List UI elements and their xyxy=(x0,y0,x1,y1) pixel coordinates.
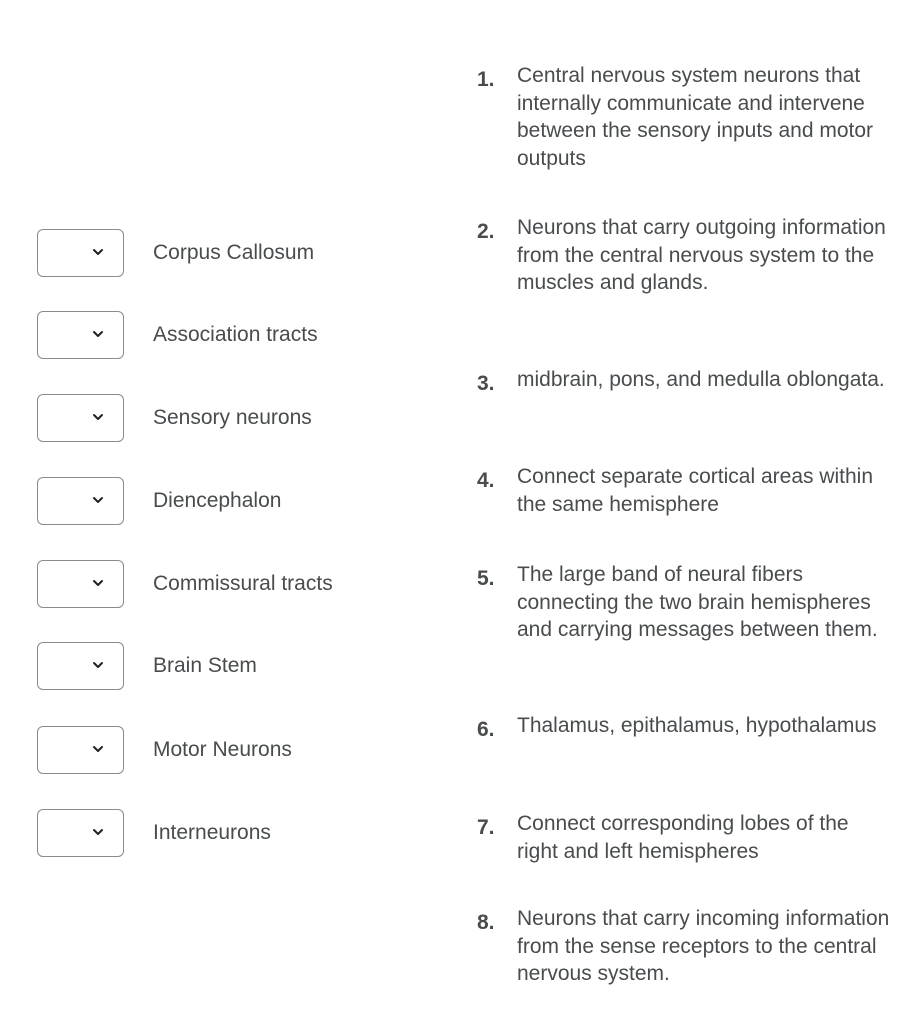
chevron-down-icon xyxy=(92,411,104,423)
definition-number: 2. xyxy=(477,220,495,243)
chevron-down-icon xyxy=(92,246,104,258)
term-label: Sensory neurons xyxy=(153,406,312,429)
term-label: Commissural tracts xyxy=(153,572,333,595)
term-label: Corpus Callosum xyxy=(153,241,315,264)
term-label: Brain Stem xyxy=(153,654,257,677)
term-row-commissural-tracts xyxy=(37,559,333,609)
definition-text: Central nervous system neurons that internally communicate and intervene between the sensory inputs and motor outputs xyxy=(517,64,874,170)
definition-text: The large band of neural fibers connecting the two brain hemispheres and carrying messages between them. xyxy=(517,563,878,641)
term-row-motor-neurons xyxy=(37,725,292,775)
definition-item-3 xyxy=(477,366,897,397)
match-select-4[interactable] xyxy=(37,477,124,525)
definition-text: Neurons that carry outgoing information from the central nervous system to the muscles and glands. xyxy=(517,216,886,294)
definition-number: 1. xyxy=(477,68,495,91)
definition-text: Neurons that carry incoming information from the sense receptors to the central nervous system. xyxy=(517,907,890,985)
match-select-8[interactable] xyxy=(37,809,124,857)
chevron-down-icon xyxy=(92,577,104,589)
match-select-5[interactable] xyxy=(37,560,124,608)
definition-number: 6. xyxy=(477,718,495,741)
term-label: Motor Neurons xyxy=(153,738,292,761)
term-row-diencephalon xyxy=(37,476,282,526)
term-row-corpus-callosum xyxy=(37,228,315,278)
definition-item-8 xyxy=(477,905,897,988)
chevron-down-icon xyxy=(92,494,104,506)
definition-number: 5. xyxy=(477,567,495,590)
definition-number: 8. xyxy=(477,911,495,934)
definition-item-4 xyxy=(477,463,897,518)
term-label: Interneurons xyxy=(153,821,271,844)
definition-text: Connect separate cortical areas within the same hemisphere xyxy=(517,465,874,516)
chevron-down-icon xyxy=(92,659,104,671)
definition-item-5 xyxy=(477,561,897,644)
chevron-down-icon xyxy=(92,826,104,838)
definition-item-6 xyxy=(477,712,897,743)
match-select-6[interactable] xyxy=(37,642,124,690)
chevron-down-icon xyxy=(92,328,104,340)
definition-text: Thalamus, epithalamus, hypothalamus xyxy=(517,714,877,737)
definition-text: midbrain, pons, and medulla oblongata. xyxy=(517,368,885,391)
definition-number: 4. xyxy=(477,469,495,492)
definition-item-1 xyxy=(477,62,897,172)
term-label: Diencephalon xyxy=(153,489,282,512)
match-select-1[interactable] xyxy=(37,229,124,277)
term-row-brain-stem xyxy=(37,641,257,691)
match-select-7[interactable] xyxy=(37,726,124,774)
definition-number: 3. xyxy=(477,372,495,395)
chevron-down-icon xyxy=(92,743,104,755)
definition-text: Connect corresponding lobes of the right and left hemispheres xyxy=(517,812,849,863)
term-row-association-tracts xyxy=(37,310,318,360)
term-row-interneurons xyxy=(37,808,271,858)
definition-item-7 xyxy=(477,810,897,865)
match-select-2[interactable] xyxy=(37,311,124,359)
definition-number: 7. xyxy=(477,816,495,839)
match-select-3[interactable] xyxy=(37,394,124,442)
definition-item-2 xyxy=(477,214,897,297)
term-row-sensory-neurons xyxy=(37,393,312,443)
term-label: Association tracts xyxy=(153,323,318,346)
